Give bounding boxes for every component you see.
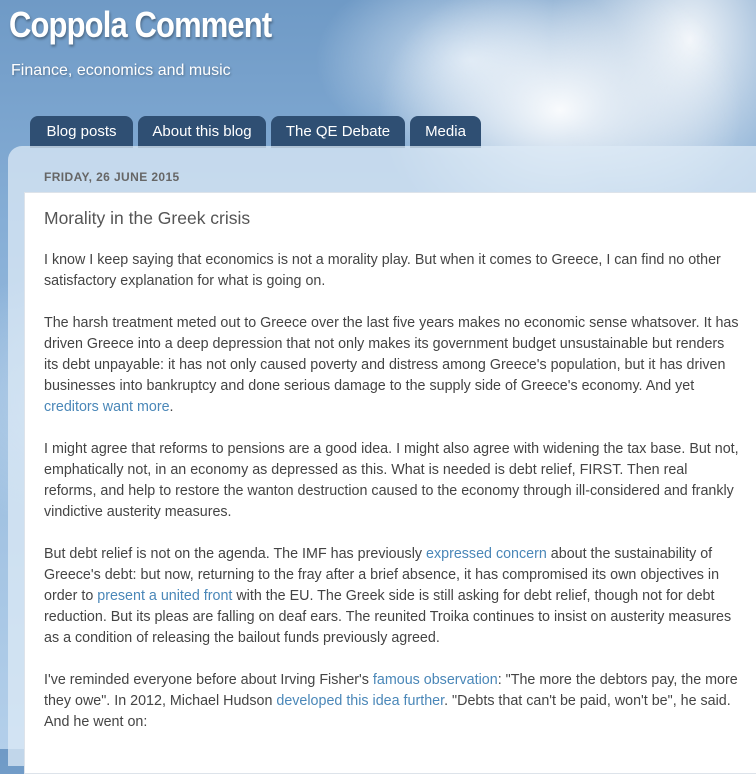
paragraph-text: The harsh treatment meted out to Greece over the last five years makes no economic sense whatsover. It has driven Greece into a deep depression that not only makes its government budget unsustainable but renders its debt unpayable: it has not only caused poverty and distress among Greece's population, but it has driven businesses into bankruptcy and done serious damage to the supply side of Greece's economy. And yet [44, 315, 739, 394]
tab-blog-posts[interactable]: Blog posts [30, 116, 133, 148]
paragraph-text: . [169, 399, 174, 415]
paragraph-text: . "Debts that can't be paid, won't be", he said. And he went on: [44, 693, 731, 730]
link-present-a-united-front[interactable]: present a united front [97, 588, 233, 604]
link-expressed-concern[interactable]: expressed concern [426, 546, 547, 562]
paragraph-text: : "The more the debtors pay, the more they owe". In 2012, Michael Hudson [44, 672, 738, 709]
post-body [44, 250, 740, 754]
paragraph-3: I might agree that reforms to pensions are a good idea. I might also agree with widening the tax base. But not, emphatically not, in an economy as depressed as this. What is needed is debt relief, FIRST. Then real reforms, and help to restore the wanton destruction caused to the economy through ill-considered and frankly vindictive austerity measures. [44, 441, 739, 520]
tab-the-qe-debate[interactable]: The QE Debate [271, 116, 405, 148]
post-date: FRIDAY, 26 JUNE 2015 [44, 170, 180, 184]
paragraph-1: I know I keep saying that economics is not a morality play. But when it comes to Greece, I can find no other satisfactory explanation for what is going on. [44, 252, 721, 289]
paragraph-2 [44, 313, 740, 418]
link-creditors-want-more[interactable]: creditors want more [44, 399, 170, 415]
paragraph-5 [44, 670, 740, 733]
post-title[interactable]: Morality in the Greek crisis [44, 208, 251, 228]
blog-tagline: Finance, economics and music [11, 62, 231, 79]
blog-title[interactable]: Coppola Comment [9, 4, 272, 45]
link-famous-observation[interactable]: famous observation [372, 672, 498, 688]
paragraph-text: But debt relief is not on the agenda. The IMF has previously [44, 546, 427, 562]
paragraph-text: I've reminded everyone before about Irving Fisher's [44, 672, 373, 688]
paragraph-4 [44, 544, 740, 649]
paragraph-text: about the sustainability of Greece's debt: but now, returning to the fray after a brief absence, it has compromised its own objectives in order to [44, 546, 720, 604]
tab-media[interactable]: Media [410, 116, 481, 148]
tab-about-this-blog[interactable]: About this blog [138, 116, 266, 148]
paragraph-text: with the EU. The Greek side is still asking for debt relief, though not for debt reduction. But its pleas are falling on deaf ears. The reunited Troika continues to insist on austerity measures as a condition of releasing the bailout funds previously agreed. [44, 588, 732, 646]
link-developed-this-idea-further[interactable]: developed this idea further [276, 693, 445, 709]
